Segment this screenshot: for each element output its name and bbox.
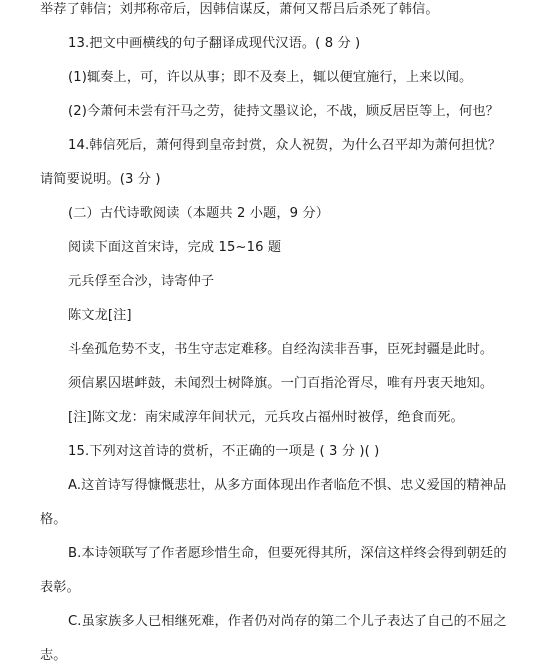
question-13-sentence-2: (2)今萧何未尝有汗马之劳，徒持文墨议论，不战，顾反居臣等上，何也？ <box>68 104 499 119</box>
option-b: B.本诗领联写了作者愿珍惜生命，但要死得其所，深信这样终会得到朝廷的 <box>68 546 507 561</box>
poem-line-2: 须信累囚堪衅鼓，未闻烈士树降旗。一门百指沦胥尽，唯有丹衷天地知。 <box>68 376 494 391</box>
poem-note: [注]陈文龙：南宋咸淳年间状元，元兵攻占福州时被俘，绝食而死。 <box>68 410 464 425</box>
question-13-sentence-1: (1)辄奏上，可，许以从事；即不及奏上，辄以便宜施行，上来以闻。 <box>68 70 473 85</box>
poem-author: 陈文龙[注] <box>68 308 132 323</box>
question-14-continued: 请简要说明。(3 分 ) <box>40 172 161 187</box>
question-14: 14.韩信死后，萧何得到皇帝封赏，众人祝贺，为什么召平却为萧何担忧？ <box>68 138 502 153</box>
option-a-continued: 格。 <box>40 512 67 527</box>
question-15: 15.下列对这首诗的赏析，不正确的一项是 ( 3 分 )( ) <box>68 444 380 459</box>
text-line: 举荐了韩信；刘邦称帝后，因韩信谋反，萧何又帮吕后杀死了韩信。 <box>40 2 439 17</box>
section-heading: (二）古代诗歌阅读（本题共 2 小题，9 分） <box>68 206 329 221</box>
reading-instruction: 阅读下面这首宋诗，完成 15~16 题 <box>68 240 282 255</box>
option-c: C.虽家族多人已相继死难，作者仍对尚存的第二个儿子表达了自己的不屈之 <box>68 614 507 629</box>
poem-title: 元兵俘至合沙，诗寄仲子 <box>68 274 215 289</box>
option-b-continued: 表彰。 <box>40 580 80 595</box>
option-c-continued: 志。 <box>40 648 67 663</box>
poem-line-1: 斗垒孤危势不支，书生守志定难移。自经沟渎非吾事，臣死封疆是此时。 <box>68 342 494 357</box>
question-13: 13.把文中画横线的句子翻译成现代汉语。( 8 分 ) <box>68 36 361 51</box>
option-a: A.这首诗写得慷慨悲壮，从多方面体现出作者临危不惧、忠义爱国的精神品 <box>68 478 507 493</box>
